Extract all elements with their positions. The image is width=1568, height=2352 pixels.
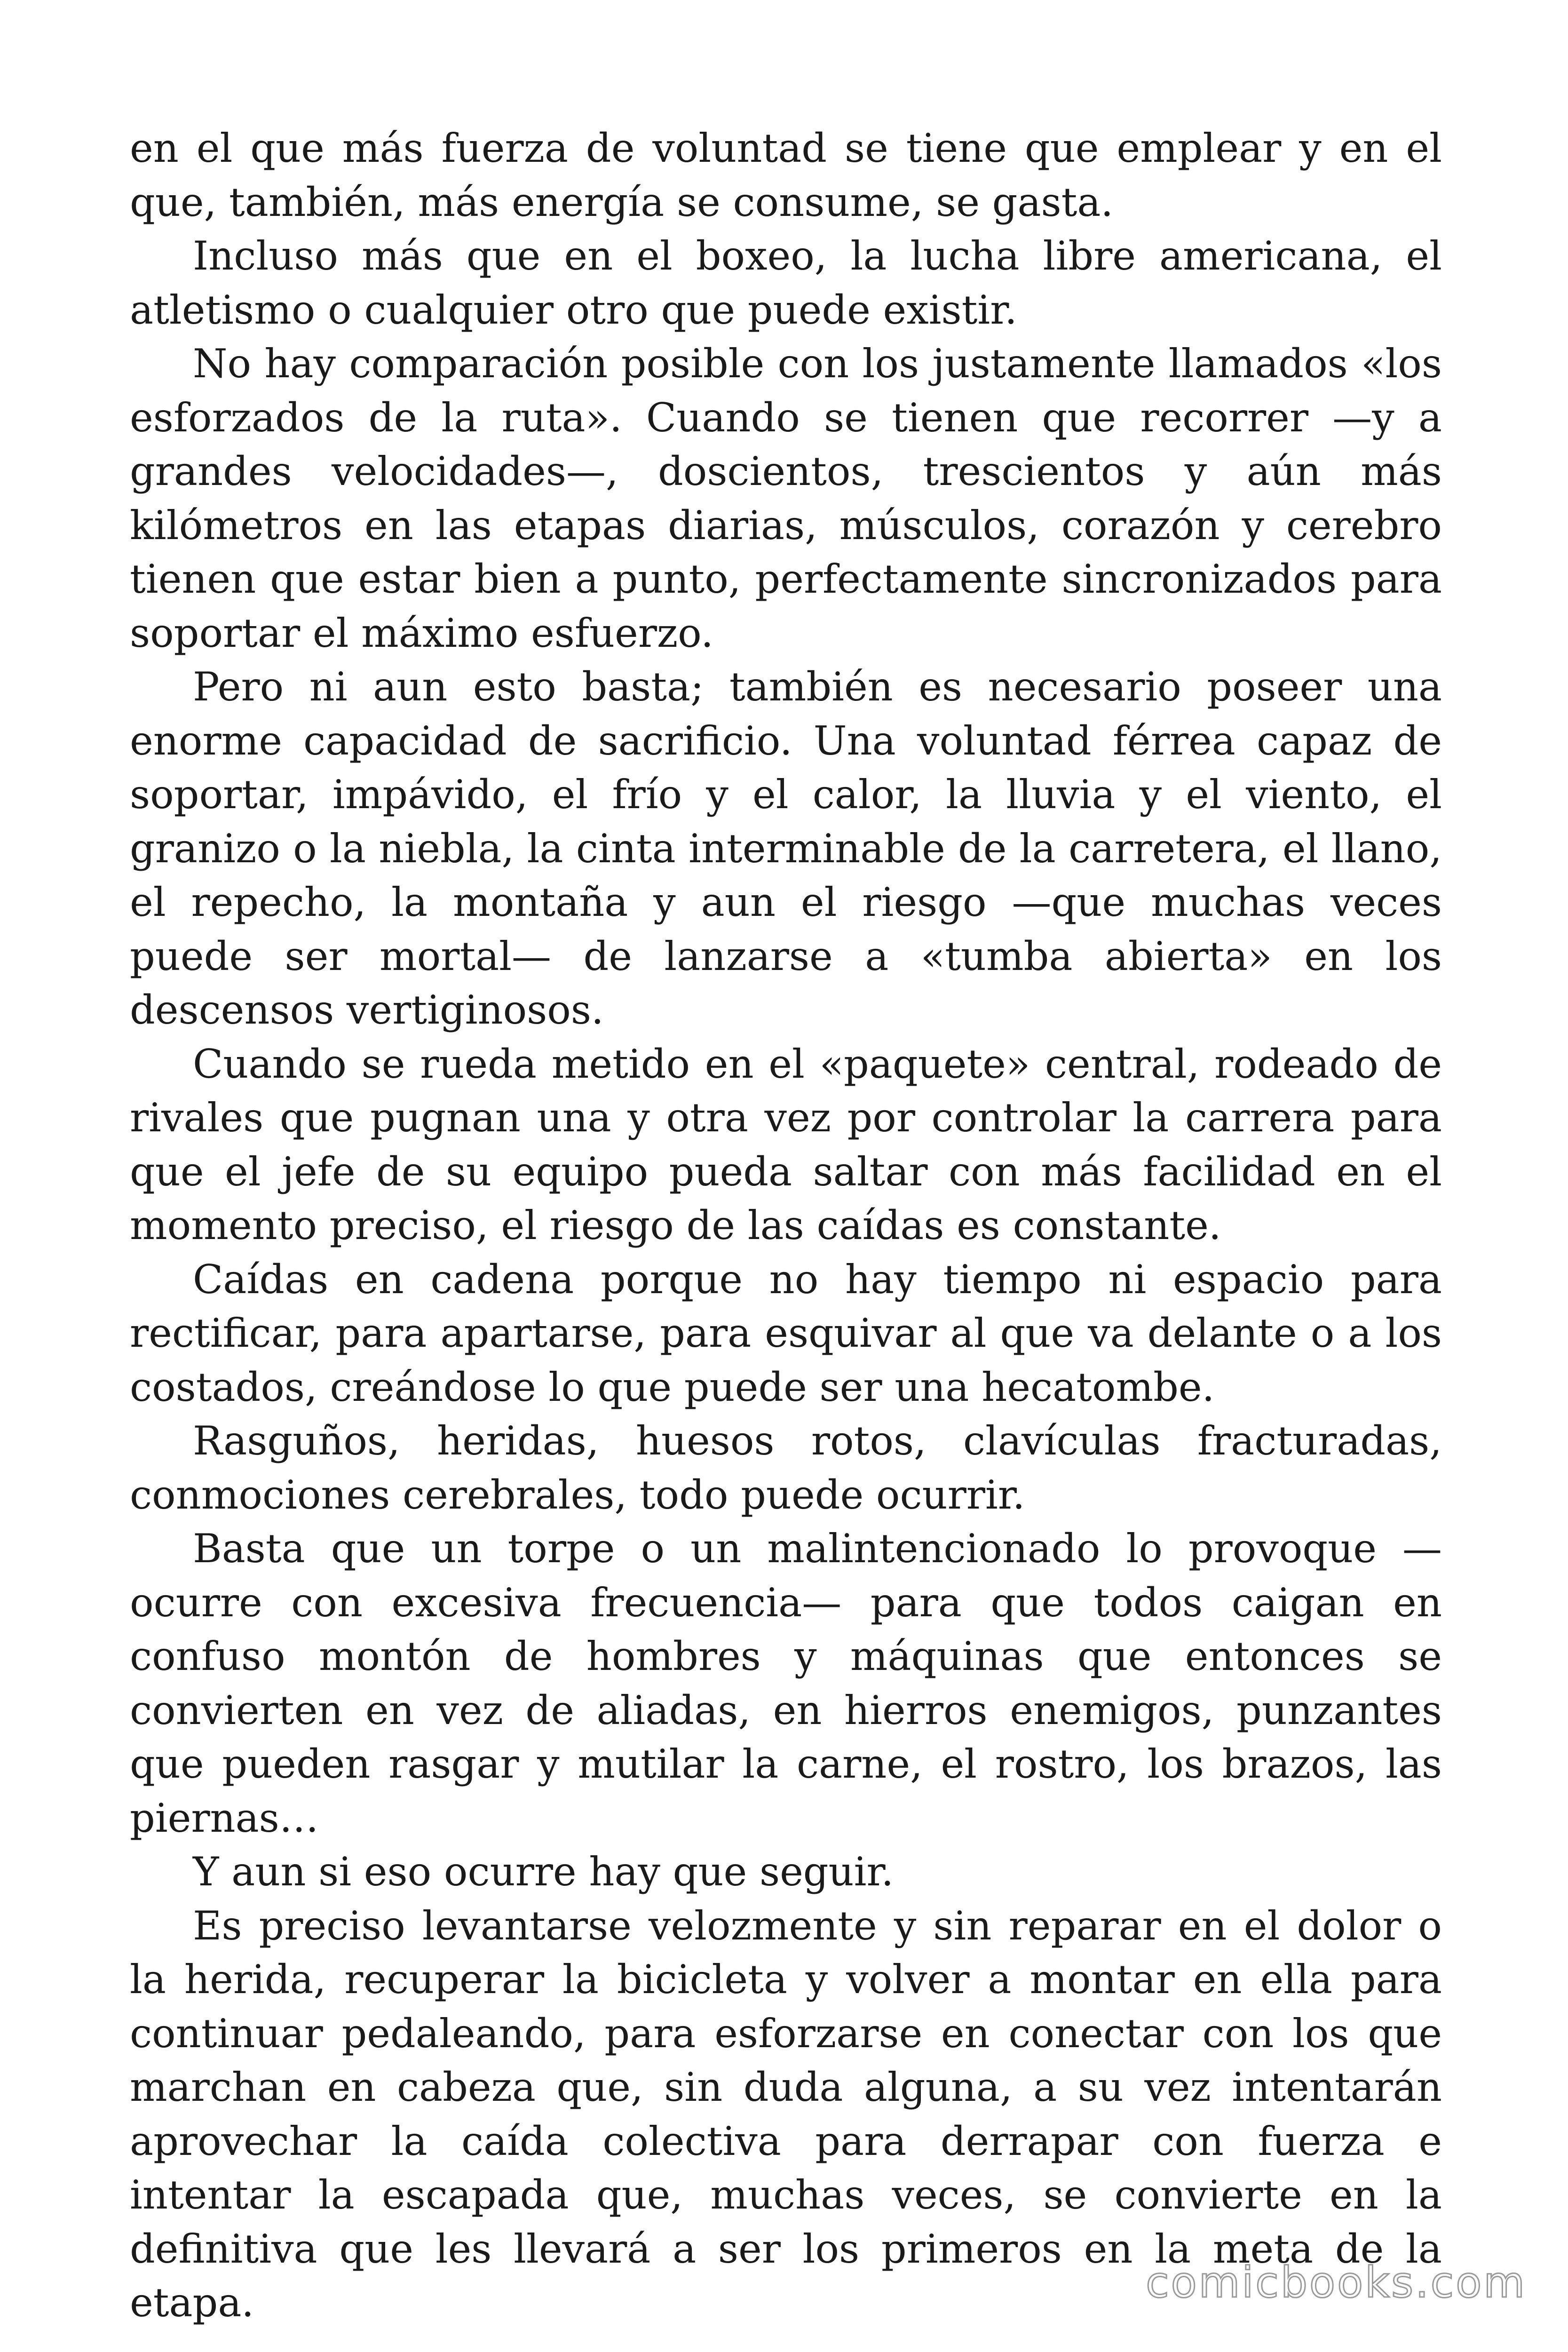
paragraph-7: Rasguños, heridas, huesos rotos, clavículas fracturadas, conmociones cerebrales, todo puede ocurrir. xyxy=(130,1418,1442,1518)
paragraph-8: Basta que un torpe o un malintencionado lo provoque —ocurre con excesiva frecuencia— para que todos caigan en confuso montón de hombres y máquinas que entonces se convierten en vez de aliadas, en hierros enemigos, punzantes que pueden rasgar y mutilar la carne, el rostro, los brazos, las piernas… xyxy=(130,1526,1442,1841)
body-text xyxy=(130,121,1442,2330)
paragraph-9: Y aun si eso ocurre hay que seguir. xyxy=(193,1849,894,1895)
paragraph-1: en el que más fuerza de voluntad se tiene que emplear y en el que, también, más energía se consume, se gasta. xyxy=(130,125,1442,225)
site-watermark: comicbooks.com xyxy=(1146,2258,1527,2307)
paragraph-6: Caídas en cadena porque no hay tiempo ni espacio para rectificar, para apartarse, para esquivar al que va delante o a los costados, creándose lo que puede ser una hecatombe. xyxy=(130,1256,1442,1410)
paragraph-4: Pero ni aun esto basta; también es necesario poseer una enorme capacidad de sacrificio. Una voluntad férrea capaz de soportar, impávido, el frío y el calor, la lluvia y el viento, el granizo o la niebla, la cinta interminable de la carretera, el llano, el repecho, la montaña y aun el riesgo —que muchas veces puede ser mortal— de lanzarse a «tumba abierta» en los descensos vertiginosos. xyxy=(130,664,1442,1033)
paragraph-5: Cuando se rueda metido en el «paquete» central, rodeado de rivales que pugnan una y otra vez por controlar la carrera para que el jefe de su equipo pueda saltar con más facilidad en el momento preciso, el riesgo de las caídas es constante. xyxy=(130,1041,1442,1248)
paragraph-10: Es preciso levantarse velozmente y sin reparar en el dolor o la herida, recuperar la bicicleta y volver a montar en ella para continuar pedaleando, para esforzarse en conectar con los que marchan en cabeza que, sin duda alguna, a su vez intentarán aprovechar la caída colectiva para derrapar con fuerza e intentar la escapada que, muchas veces, se convierte en la definitiva que les llevará a ser los primeros en la meta de la etapa. xyxy=(130,1902,1442,2326)
paragraph-3: No hay comparación posible con los justamente llamados «los esforzados de la ruta». Cuando se tienen que recorrer —y a grandes velocidades—, doscientos, trescientos y aún más kilómetros en las etapas diarias, músculos, corazón y cerebro tienen que estar bien a punto, perfectamente sincronizados para soportar el máximo esfuerzo. xyxy=(130,341,1442,656)
paragraph-2: Incluso más que en el boxeo, la lucha libre americana, el atletismo o cualquier otro que puede existir. xyxy=(130,233,1442,333)
